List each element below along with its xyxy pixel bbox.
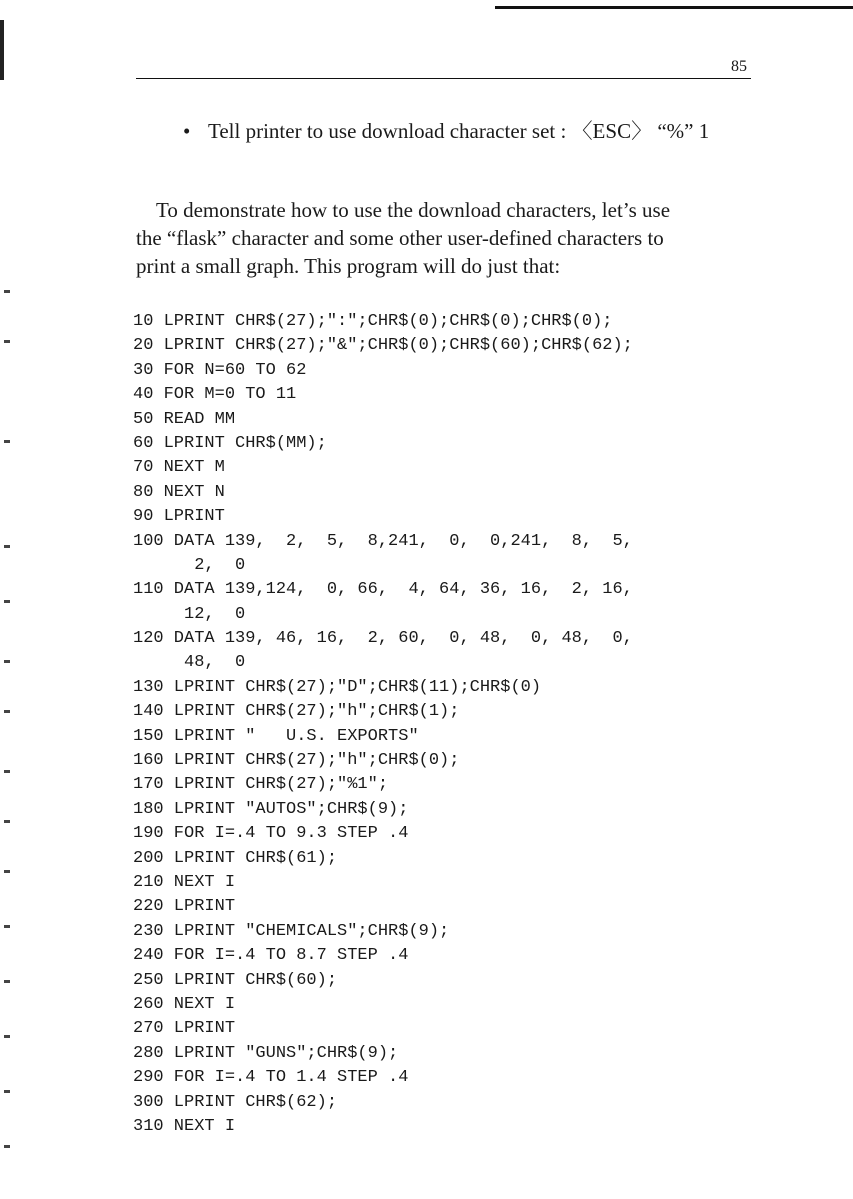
code-line: 300 LPRINT CHR$(62); bbox=[133, 1092, 338, 1112]
scan-speck bbox=[4, 870, 10, 873]
code-line: 150 LPRINT " U.S. EXPORTS" bbox=[133, 726, 419, 746]
code-line: 12, 0 bbox=[133, 604, 246, 624]
header-rule bbox=[136, 78, 751, 79]
code-line: 40 FOR M=0 TO 11 bbox=[133, 385, 297, 405]
code-line: 190 FOR I=.4 TO 9.3 STEP .4 bbox=[133, 824, 409, 844]
top-edge-rule bbox=[495, 6, 853, 9]
code-line: 30 FOR N=60 TO 62 bbox=[133, 360, 307, 380]
scan-margin-artifacts bbox=[0, 0, 14, 1199]
code-line: 270 LPRINT bbox=[133, 1019, 236, 1039]
scan-speck bbox=[4, 660, 10, 663]
code-line: 20 LPRINT CHR$(27);"&";CHR$(0);CHR$(60);CHR$(62); bbox=[133, 336, 633, 356]
scan-speck bbox=[4, 1090, 10, 1093]
code-line: 290 FOR I=.4 TO 1.4 STEP .4 bbox=[133, 1068, 409, 1088]
scan-speck bbox=[4, 440, 10, 443]
scan-speck bbox=[4, 980, 10, 983]
scan-speck bbox=[4, 770, 10, 773]
page-number: 85 bbox=[731, 58, 747, 75]
scan-speck bbox=[4, 600, 10, 603]
scan-speck bbox=[4, 1145, 10, 1148]
code-line: 130 LPRINT CHR$(27);"D";CHR$(11);CHR$(0) bbox=[133, 677, 542, 697]
code-line: 90 LPRINT bbox=[133, 507, 225, 527]
code-line: 60 LPRINT CHR$(MM); bbox=[133, 433, 327, 453]
code-line: 260 NEXT I bbox=[133, 994, 236, 1014]
bullet-text: Tell printer to use download character set : 〈ESC〉 “%” 1 bbox=[208, 119, 710, 143]
code-line: 240 FOR I=.4 TO 8.7 STEP .4 bbox=[133, 946, 409, 966]
bullet-marker: • bbox=[183, 119, 191, 143]
code-line: 50 READ MM bbox=[133, 409, 236, 429]
code-line: 310 NEXT I bbox=[133, 1116, 236, 1136]
paragraph-line: print a small graph. This program will do just that: bbox=[136, 254, 561, 278]
code-line: 160 LPRINT CHR$(27);"h";CHR$(0); bbox=[133, 751, 460, 771]
code-line: 100 DATA 139, 2, 5, 8,241, 0, 0,241, 8, 5, bbox=[133, 531, 633, 551]
code-line: 180 LPRINT "AUTOS";CHR$(9); bbox=[133, 799, 409, 819]
code-line: 200 LPRINT CHR$(61); bbox=[133, 848, 338, 868]
code-line: 280 LPRINT "GUNS";CHR$(9); bbox=[133, 1043, 399, 1063]
paragraph-line: the “flask” character and some other user-defined characters to bbox=[136, 226, 664, 250]
code-line: 120 DATA 139, 46, 16, 2, 60, 0, 48, 0, 48, 0, bbox=[133, 629, 633, 649]
code-line: 230 LPRINT "CHEMICALS";CHR$(9); bbox=[133, 921, 450, 941]
scan-edge-mark bbox=[0, 20, 4, 80]
scan-speck bbox=[4, 1035, 10, 1038]
scan-speck bbox=[4, 820, 10, 823]
code-line: 10 LPRINT CHR$(27);":";CHR$(0);CHR$(0);CHR$(0); bbox=[133, 312, 613, 331]
code-line: 250 LPRINT CHR$(60); bbox=[133, 970, 338, 990]
basic-program-listing bbox=[133, 310, 753, 1139]
code-line: 48, 0 bbox=[133, 653, 246, 673]
code-line: 110 DATA 139,124, 0, 66, 4, 64, 36, 16, 2, 16, bbox=[133, 580, 633, 600]
paragraph-line: To demonstrate how to use the download characters, let’s use bbox=[156, 198, 671, 222]
code-line: 140 LPRINT CHR$(27);"h";CHR$(1); bbox=[133, 702, 460, 722]
scan-speck bbox=[4, 340, 10, 343]
code-line: 220 LPRINT bbox=[133, 897, 236, 917]
code-line: 80 NEXT N bbox=[133, 482, 225, 502]
code-line: 170 LPRINT CHR$(27);"%1"; bbox=[133, 775, 389, 795]
intro-paragraph bbox=[136, 196, 756, 280]
scan-speck bbox=[4, 925, 10, 928]
scan-speck bbox=[4, 545, 10, 548]
code-line: 210 NEXT I bbox=[133, 872, 236, 892]
scan-speck bbox=[4, 290, 10, 293]
code-line: 2, 0 bbox=[133, 555, 246, 575]
scan-speck bbox=[4, 710, 10, 713]
code-line: 70 NEXT M bbox=[133, 458, 225, 478]
